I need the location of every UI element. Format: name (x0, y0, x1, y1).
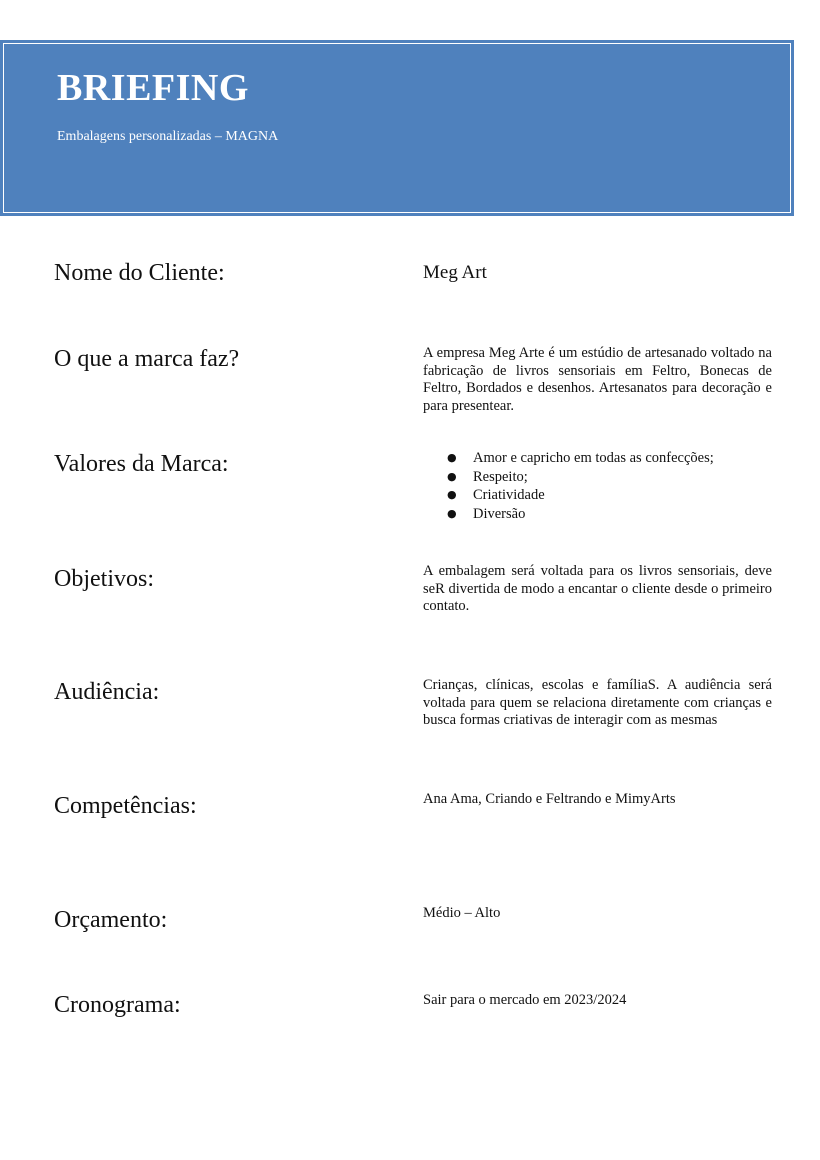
list-item: ● Diversão (447, 505, 526, 522)
label-competencias: Competências: (54, 793, 197, 819)
bullet-icon: ● (447, 469, 457, 483)
document-subtitle: Embalagens personalizadas – MAGNA (57, 129, 279, 144)
list-item: ● Criatividade (447, 487, 545, 503)
label-valores-marca: Valores da Marca: (54, 451, 229, 477)
value-nome-cliente: Meg Art (423, 262, 487, 283)
label-objetivos: Objetivos: (54, 566, 154, 592)
values-list (423, 449, 772, 523)
value-objetivos: A embalagem será voltada para os livros sensoriais, deve seR divertida de modo a encantar o cliente desde o primeiro contato. (423, 563, 772, 614)
label-audiencia: Audiência: (54, 679, 160, 705)
document-title: BRIEFING (57, 67, 249, 109)
value-o-que-marca-faz: A empresa Meg Arte é um estúdio de artesanado voltado na fabricação de livros sensoriais em Feltro, Bonecas de Feltro, Bordados e desenhos. Artesanatos para decoração e para presentear. (423, 345, 772, 414)
label-nome-cliente: Nome do Cliente: (54, 260, 225, 286)
label-o-que-marca-faz: O que a marca faz? (54, 346, 240, 372)
value-cronograma: Sair para o mercado em 2023/2024 (423, 992, 627, 1008)
value-audiencia: Crianças, clínicas, escolas e famíliaS. A audiência será voltada para quem se relaciona diretamente com crianças e busca formas criativas de interagir com as mesmas (423, 677, 772, 728)
value-orcamento: Médio – Alto (423, 905, 501, 921)
list-item: ● Respeito; (447, 468, 528, 485)
label-cronograma: Cronograma: (54, 992, 181, 1018)
value-competencias: Ana Ama, Criando e Feltrando e MimyArts (423, 791, 676, 807)
bullet-icon: ● (447, 451, 457, 464)
bullet-icon: ● (447, 506, 457, 520)
label-orcamento: Orçamento: (54, 907, 168, 933)
bullet-icon: ● (447, 488, 457, 501)
list-item: ● Amor e capricho em todas as confecções; (447, 450, 714, 466)
